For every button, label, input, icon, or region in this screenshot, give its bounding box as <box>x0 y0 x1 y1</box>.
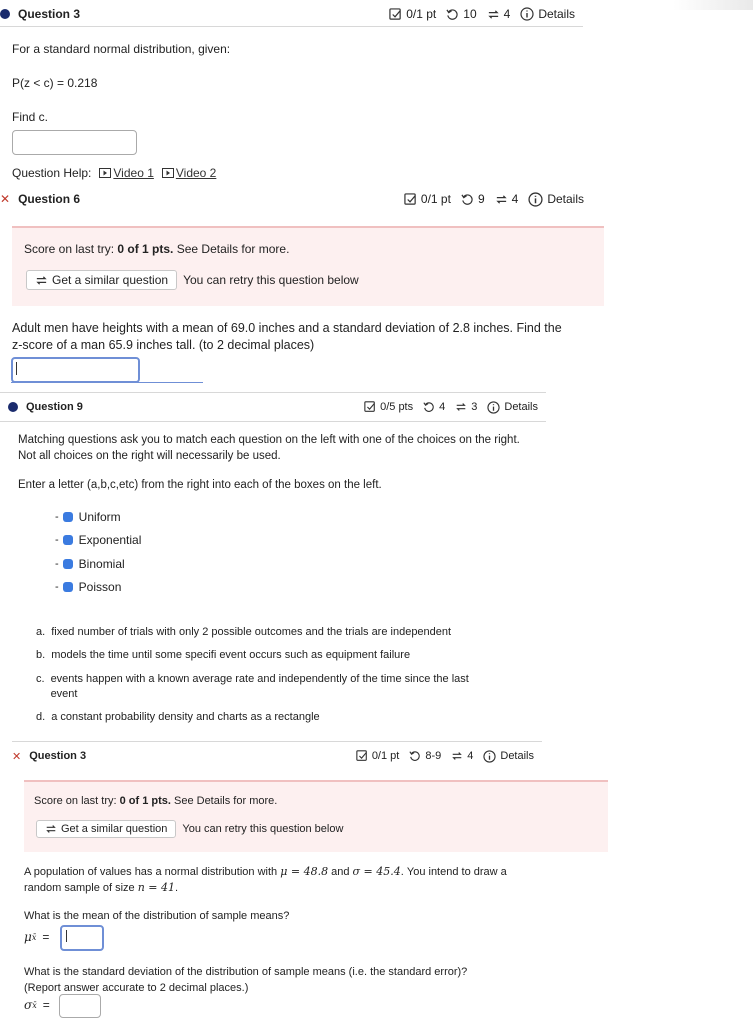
q6-score-value: 0 of 1 pts. <box>117 242 174 256</box>
q6-title: Question 6 <box>18 192 81 206</box>
q6-similar-label: Get a similar question <box>52 273 169 287</box>
q3-bottom-problem-line1 <box>24 864 584 880</box>
checkbox-icon <box>356 750 368 762</box>
q9-item-label: Binomial <box>78 557 125 571</box>
q3-bottom-score-value: 0 of 1 pts. <box>119 795 171 807</box>
q3-bottom-sd-question <box>24 964 467 996</box>
q3-bottom-retry-note: You can retry this question below <box>182 823 344 835</box>
equals-sign: = <box>42 998 50 1012</box>
undo-icon <box>461 193 474 206</box>
q9-instruction: Enter a letter (a,b,c,etc) from the right into each of the boxes on the left. <box>18 479 382 491</box>
q9-attempts: 4 <box>439 401 446 413</box>
q9-item-label: Uniform <box>78 510 121 524</box>
q6-answer-input[interactable] <box>11 357 140 383</box>
xbar-subscript: x̄ <box>31 932 37 942</box>
q6-details-link[interactable]: Details <box>547 192 584 206</box>
q9-intro <box>18 432 520 464</box>
sigma-value: σ = 45.4 <box>352 865 401 878</box>
and-text: and <box>328 866 353 878</box>
q3-top-details-link[interactable]: Details <box>538 7 575 21</box>
q9-item-binomial <box>55 557 125 571</box>
q3-top-given: P(z < c) = 0.218 <box>12 76 98 90</box>
q6-prompt-line2: z-score of a man 65.9 inches tall. (to 2 decimal places) <box>12 338 315 352</box>
q6-prompt-line1: Adult men have heights with a mean of 69.0 inches and a standard deviation of 2.8 inches. Find the <box>12 321 562 335</box>
choice-letter: d. <box>36 711 46 723</box>
q9-choice-d <box>36 711 320 723</box>
q9-header <box>0 392 546 422</box>
q3-bottom-similar-row <box>36 820 343 838</box>
q9-retries: 3 <box>471 401 478 413</box>
video-icon <box>99 168 111 178</box>
q9-title-wrap <box>8 401 83 413</box>
choice-letter: c. <box>36 673 45 685</box>
n-value: n = 41 <box>137 881 176 894</box>
checkbox-icon <box>404 193 417 206</box>
q3-bottom-score-suffix: See Details for more. <box>170 795 278 807</box>
sd-question-line1: What is the standard deviation of the distribution of sample means (i.e. the standard error)? <box>24 966 468 978</box>
q9-select-poisson[interactable] <box>55 581 73 593</box>
choice-text: a constant probability density and charts as a rectangle <box>51 711 320 723</box>
status-dot-icon <box>8 402 18 412</box>
q3-bottom-retries: 4 <box>467 750 474 762</box>
q6-similar-row <box>26 270 359 290</box>
status-dot-icon <box>0 9 10 19</box>
select-dash: - <box>55 558 59 570</box>
q3-top-retries: 4 <box>503 7 511 21</box>
q3-top-header <box>0 2 583 27</box>
choice-letter: b. <box>36 649 46 661</box>
q6-retries: 4 <box>511 192 519 206</box>
choice-text-wrap <box>51 672 469 702</box>
q6-score-box <box>12 226 604 306</box>
q3-bottom-title: Question 3 <box>29 750 87 762</box>
q3-top-meta <box>389 7 575 21</box>
q9-item-exponential <box>55 533 141 547</box>
mu-xbar-symbol: μ <box>24 930 32 944</box>
info-icon[interactable] <box>487 401 500 414</box>
q6-similar-question-button[interactable] <box>26 270 177 290</box>
q3-bottom-score-box <box>24 780 608 852</box>
q9-item-poisson <box>55 580 121 594</box>
q9-choice-c <box>36 672 469 702</box>
q3-bottom-score-text <box>34 795 277 807</box>
text-caret <box>66 930 67 942</box>
q9-meta <box>364 401 538 414</box>
q9-intro-line1: Matching questions ask you to match each question on the left with one of the choices on the right. <box>18 434 520 446</box>
select-arrows-icon <box>63 535 73 545</box>
q9-item-label: Poisson <box>78 580 122 594</box>
select-dash: - <box>55 511 59 523</box>
q3-top-find: Find c. <box>12 110 49 124</box>
q3-bottom-details-link[interactable]: Details <box>500 750 534 762</box>
text-caret <box>16 362 17 375</box>
retry-icon <box>487 8 500 21</box>
xbar-subscript: x̄ <box>32 1000 37 1010</box>
q9-select-binomial[interactable] <box>55 558 73 570</box>
q6-prompt <box>12 320 602 354</box>
video-2-link[interactable]: Video 2 <box>175 166 217 180</box>
q3-bottom-similar-label: Get a similar question <box>61 823 168 835</box>
info-icon[interactable] <box>528 192 543 207</box>
q9-details-link[interactable]: Details <box>504 401 538 413</box>
q9-select-exponential[interactable] <box>55 534 73 546</box>
top-fade <box>673 0 753 10</box>
q9-item-uniform <box>55 510 121 524</box>
q3-bottom-problem-line2 <box>24 880 584 896</box>
q6-score-suffix: See Details for more. <box>173 242 290 256</box>
undo-icon <box>409 750 421 762</box>
video-icon-2 <box>162 168 174 178</box>
q6-title-wrap <box>0 192 80 206</box>
q9-intro-line2: Not all choices on the right will necessarily be used. <box>18 450 281 462</box>
q3-bottom-header <box>12 741 542 770</box>
q3-bottom-similar-question-button[interactable] <box>36 820 176 838</box>
retry-icon <box>45 823 57 835</box>
mu-xbar-row <box>24 930 49 944</box>
incorrect-x-icon: ✕ <box>0 192 11 206</box>
q3-bottom-score-prefix: Score on last try: <box>34 795 120 807</box>
retry-icon <box>455 401 467 413</box>
select-arrows-icon <box>63 512 73 522</box>
checkbox-icon <box>364 401 376 413</box>
q9-choice-b <box>36 649 410 661</box>
select-arrows-icon <box>63 582 73 592</box>
retry-icon <box>451 750 463 762</box>
q6-score-prefix: Score on last try: <box>24 242 118 256</box>
pop-text-a: A population of values has a normal distribution with <box>24 866 281 878</box>
q3-bottom-problem <box>24 864 584 896</box>
q9-choice-a <box>36 626 451 638</box>
q3-bottom-score: 0/1 pt <box>371 750 400 762</box>
video-1-link[interactable]: Video 1 <box>113 166 154 180</box>
choice-text: fixed number of trials with only 2 possible outcomes and the trials are independent <box>51 626 452 638</box>
q3-top-help <box>12 166 216 180</box>
q3-bottom-attempts: 8-9 <box>425 750 442 762</box>
pop-text-b: . You intend to draw a <box>400 866 507 878</box>
q3-top-attempts: 10 <box>463 7 477 21</box>
choice-text-cont: event <box>50 688 78 700</box>
undo-icon <box>423 401 435 413</box>
sigma-xbar-symbol: σ <box>24 998 33 1012</box>
q6-score: 0/1 pt <box>420 192 451 206</box>
q3-top-title: Question 3 <box>18 7 81 21</box>
choice-text: events happen with a known average rate and independently of the time since the last <box>50 673 469 685</box>
q9-title: Question 9 <box>26 401 83 413</box>
sd-answer-input[interactable] <box>59 994 101 1018</box>
q6-score-text <box>24 242 289 256</box>
mu-value: μ = 48.8 <box>280 865 329 878</box>
select-arrows-icon <box>63 559 73 569</box>
q3-bottom-title-wrap <box>12 750 86 763</box>
q3-top-score: 0/1 pt <box>406 7 437 21</box>
equals-sign: = <box>42 930 50 944</box>
q3-top-title-wrap <box>0 7 80 21</box>
q3-top-answer-input[interactable] <box>12 130 137 155</box>
info-icon[interactable] <box>520 7 534 21</box>
undo-icon <box>446 8 459 21</box>
sample-text-a: random sample of size <box>24 882 138 894</box>
q6-retry-note: You can retry this question below <box>183 273 359 287</box>
retry-icon <box>35 274 48 287</box>
q3-bottom-mean-question: What is the mean of the distribution of sample means? <box>24 910 290 922</box>
q9-item-label: Exponential <box>78 533 142 547</box>
retry-icon <box>495 193 508 206</box>
q6-input-underline <box>11 382 203 383</box>
q6-attempts: 9 <box>477 192 485 206</box>
info-icon[interactable] <box>483 750 496 763</box>
choice-text: models the time until some specifi event occurs such as equipment failure <box>51 649 411 661</box>
choice-letter: a. <box>36 626 46 638</box>
q3-top-prompt: For a standard normal distribution, given: <box>12 42 231 56</box>
sigma-xbar-row <box>24 998 50 1012</box>
question-help-label: Question Help: <box>12 166 92 180</box>
q9-select-uniform[interactable] <box>55 511 73 523</box>
sd-question-line2: (Report answer accurate to 2 decimal places.) <box>24 982 249 994</box>
q3-bottom-meta <box>356 750 534 763</box>
sample-text-b: . <box>175 882 179 894</box>
select-dash: - <box>55 534 59 546</box>
q9-score: 0/5 pts <box>380 401 414 413</box>
checkbox-icon <box>389 8 402 21</box>
q6-meta <box>404 192 584 207</box>
incorrect-x-icon: ✕ <box>12 750 22 763</box>
q6-header <box>0 187 596 211</box>
select-dash: - <box>55 581 59 593</box>
